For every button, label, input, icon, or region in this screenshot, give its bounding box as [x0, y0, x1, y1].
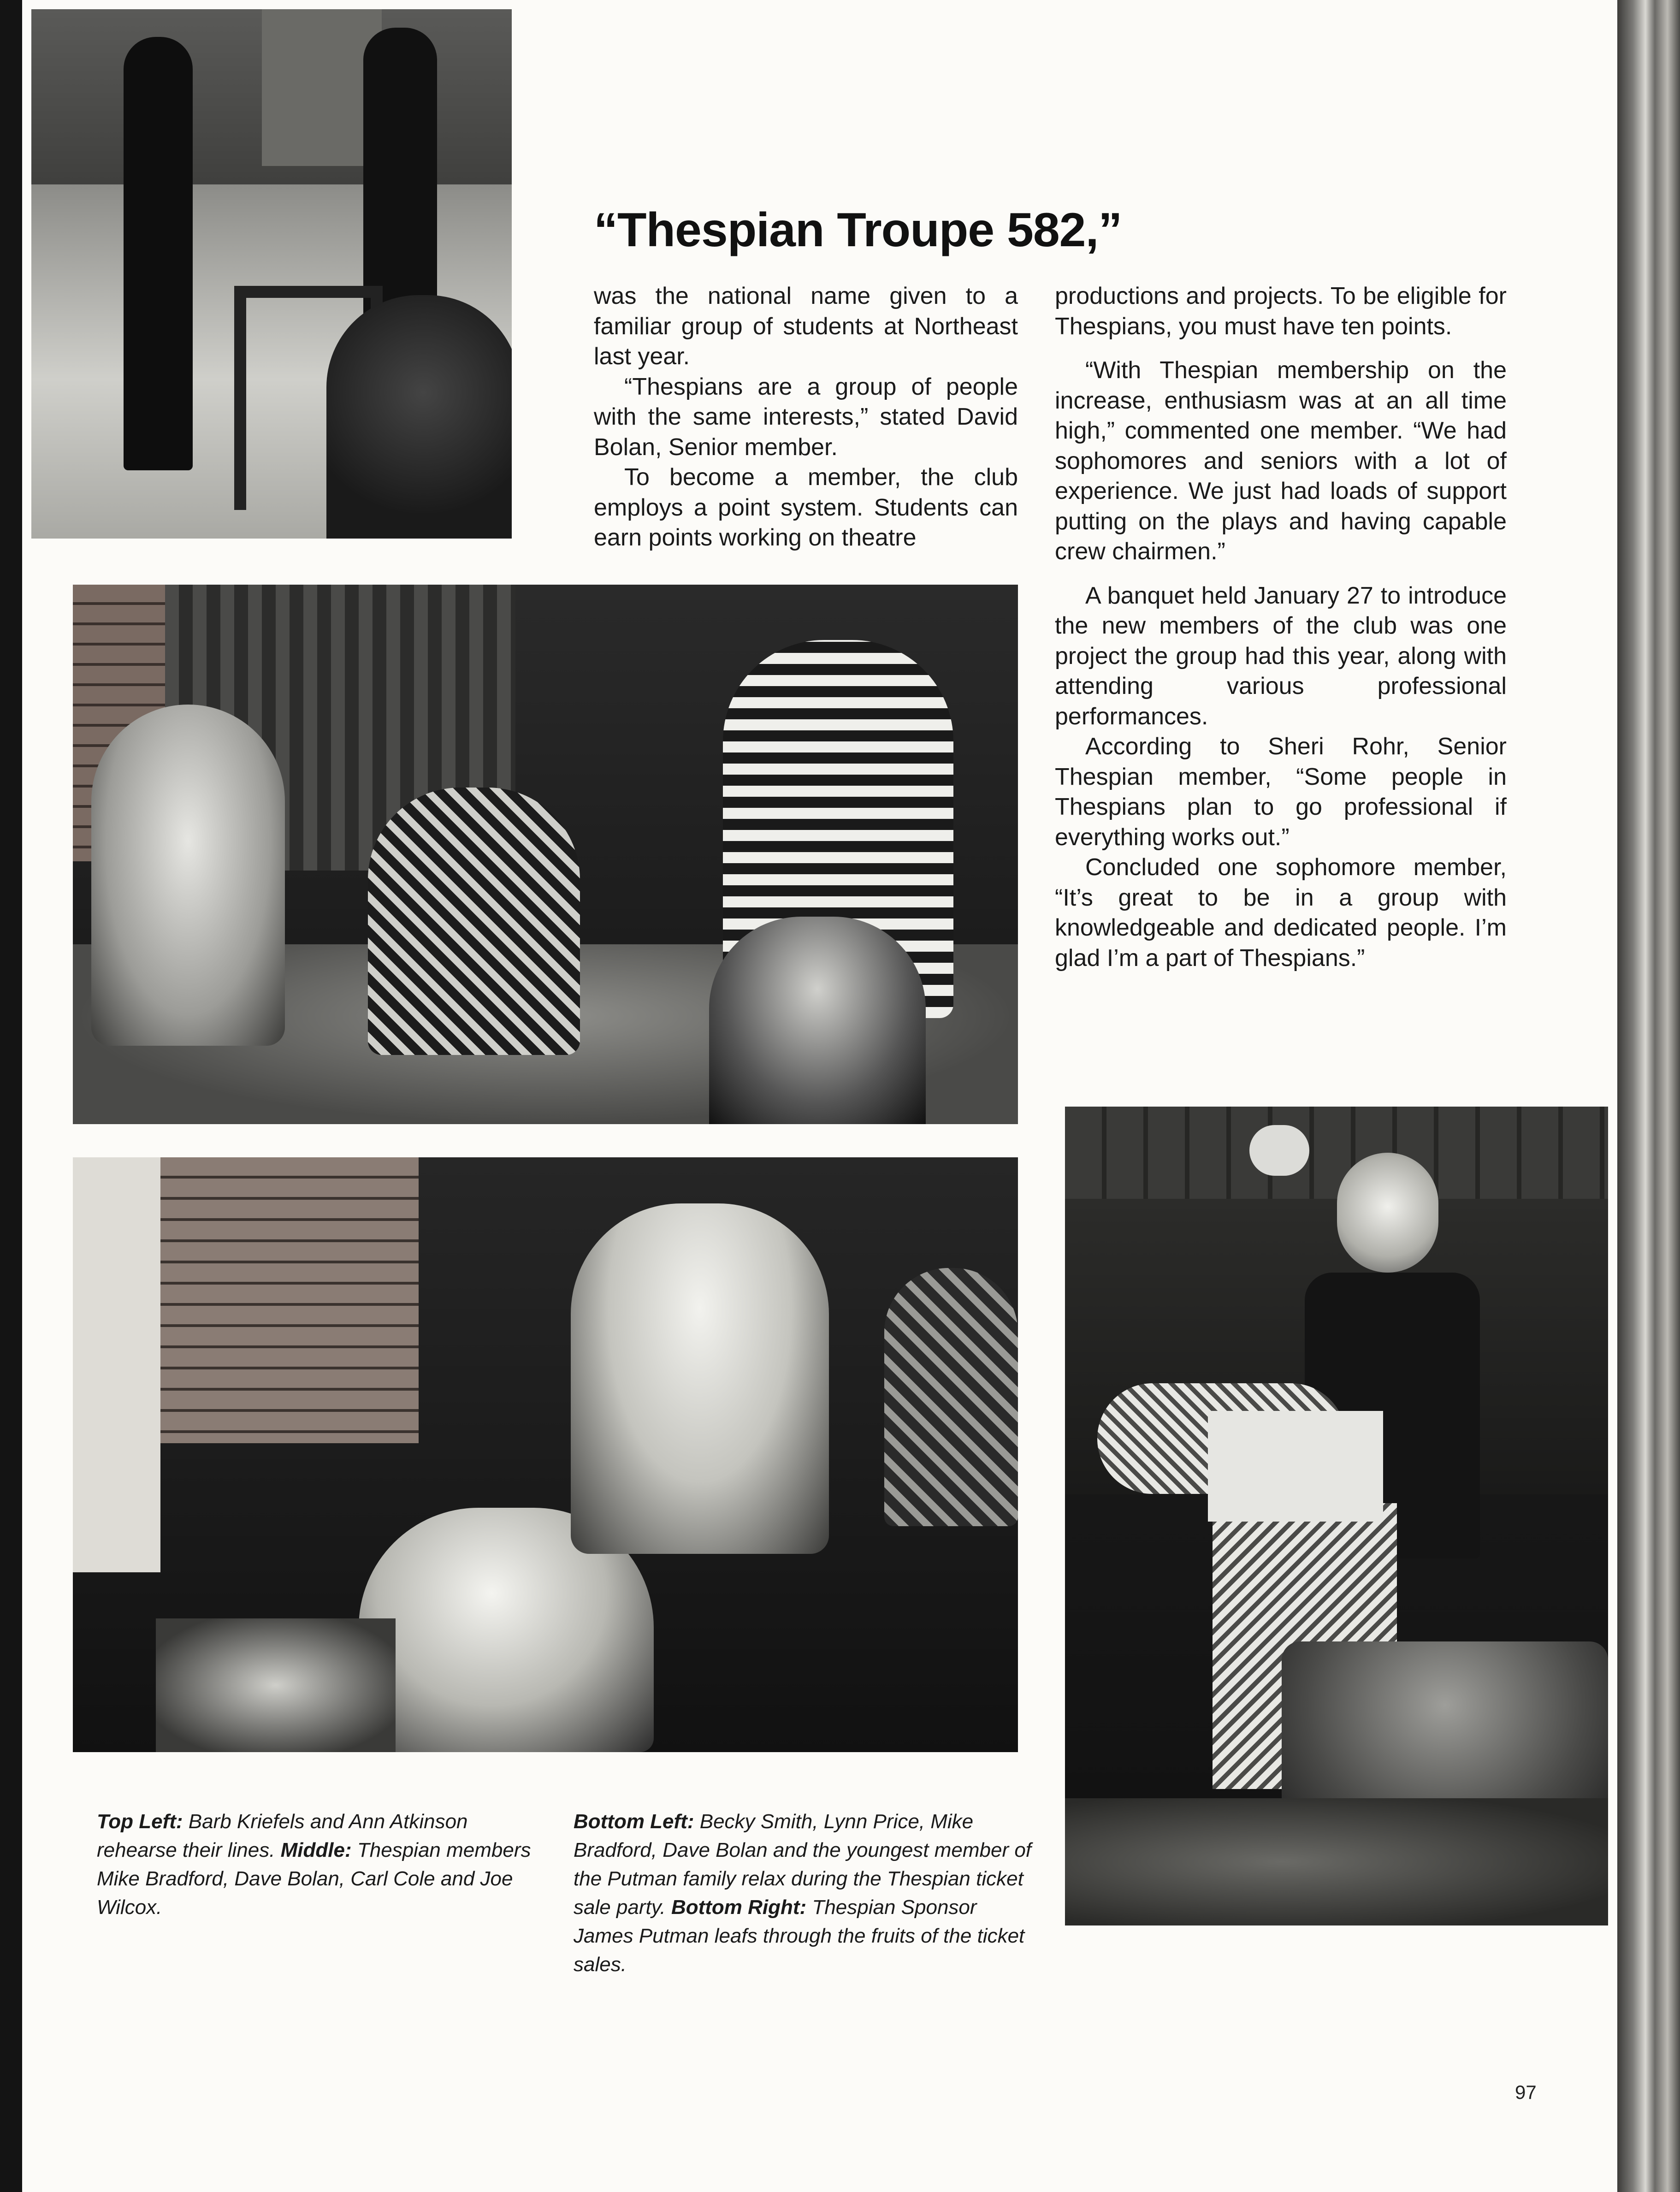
caption-label-bottom-left: Bottom Left: [574, 1810, 694, 1833]
body-paragraph: productions and projects. To be eligible for Thespians, you must have ten points. [1055, 283, 1507, 340]
article-body-right [1055, 281, 1507, 973]
caption-text-top-left: Barb Kriefels and Ann Atkinson rehearse their lines. [97, 1810, 468, 1861]
article-body-left [594, 281, 1018, 553]
caption-label-top-left: Top Left: [97, 1810, 183, 1833]
body-paragraph: “Thespians are a group of people with the same interests,” stated David Bolan, Senior member. [594, 373, 1018, 461]
caption-text-bottom-right: Thespian Sponsor James Putman leafs through the fruits of the ticket sales. [574, 1896, 1025, 1976]
photo-middle [73, 585, 1018, 1124]
body-paragraph: To become a member, the club employs a point system. Students can earn points working on theatre [594, 464, 1018, 551]
body-paragraph: According to Sheri Rohr, Senior Thespian member, “Some people in Thespians plan to go professional if everything works out.” [1055, 733, 1507, 851]
article-title: “Thespian Troupe 582,” [594, 203, 1122, 257]
body-paragraph: Concluded one sophomore member, “It’s great to be in a group with knowledgeable and dedicated people. I’m glad I’m a part of Thespians.” [1055, 854, 1507, 972]
page-number: 97 [1515, 2081, 1537, 2103]
caption-text-bottom-left: Becky Smith, Lynn Price, Mike Bradford, Dave Bolan and the youngest member of the Putman family relax during the Thespian ticket sale party. [574, 1810, 1032, 1919]
photo-caption-right [574, 1807, 1035, 1979]
photo-bottom-right [1065, 1107, 1608, 1925]
photo-bottom-left [73, 1157, 1018, 1752]
caption-label-bottom-right: Bottom Right: [671, 1896, 807, 1919]
body-paragraph: A banquet held January 27 to introduce the new members of the club was one project the group had this year, along with attending various professional performances. [1055, 582, 1507, 730]
book-spine-edge [1617, 0, 1680, 2192]
yearbook-page [22, 0, 1617, 2192]
caption-label-middle: Middle: [280, 1839, 352, 1861]
body-paragraph: “With Thespian membership on the increase, enthusiasm was at an all time high,” commented one member. “We had sophomores and seniors with a lot of experience. We just had loads of support putting on the plays and having capable crew chairmen.” [1055, 357, 1507, 565]
photo-top-left [31, 9, 512, 539]
caption-text-middle: Thespian members Mike Bradford, Dave Bolan, Carl Cole and Joe Wilcox. [97, 1839, 531, 1919]
photo-caption-left [97, 1807, 540, 1922]
body-paragraph: was the national name given to a familiar group of students at Northeast last year. [594, 283, 1018, 370]
